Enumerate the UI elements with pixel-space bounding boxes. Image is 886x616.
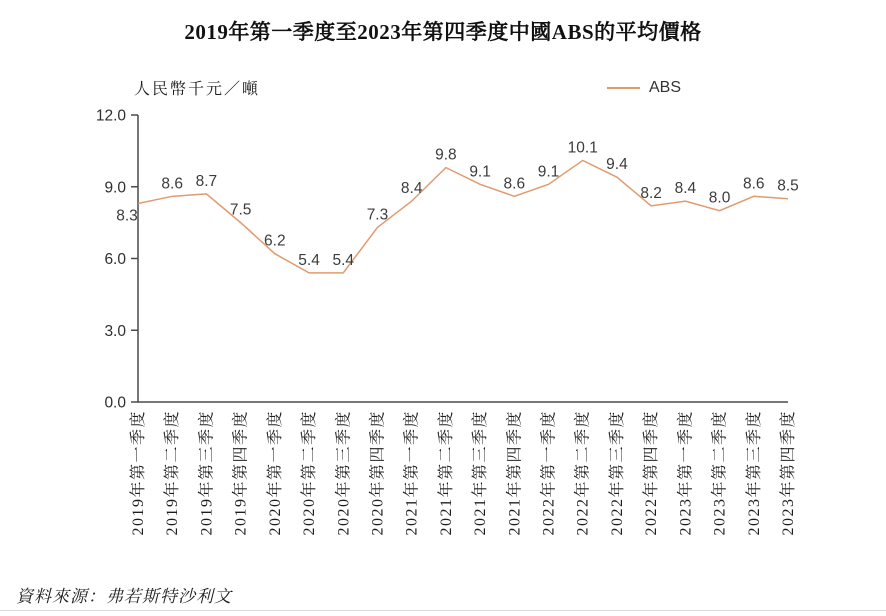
data-label: 8.4 <box>400 180 423 198</box>
data-label: 8.6 <box>743 175 765 193</box>
data-label: 7.5 <box>229 201 252 219</box>
data-label: 9.1 <box>469 163 491 181</box>
chart-axes <box>131 115 788 402</box>
data-label: 5.4 <box>298 251 320 269</box>
data-label: 6.2 <box>264 232 286 250</box>
x-tick-label: 2020年第四季度 <box>369 410 387 536</box>
x-tick-label: 2021年第三季度 <box>472 409 490 536</box>
y-tick-label: 9.0 <box>104 179 126 197</box>
x-tick-label: 2020年第三季度 <box>335 410 353 536</box>
data-label: 8.2 <box>640 184 662 202</box>
y-tick-label: 3.0 <box>104 322 126 340</box>
y-tick-label: 6.0 <box>104 251 126 268</box>
legend-series-label: ABS <box>649 79 682 96</box>
x-tick-label: 2019年第二季度 <box>164 410 182 536</box>
data-label: 8.0 <box>708 189 731 207</box>
x-tick-label: 2021年第二季度 <box>437 410 455 536</box>
x-tick-label: 2019年第四季度 <box>232 410 250 536</box>
chart-title: 2019年第一季度至2023年第四季度中國ABS的平均價格 <box>184 20 702 44</box>
x-tick-label: 2020年第二季度 <box>301 410 319 536</box>
x-tick-label: 2019年第三季度 <box>198 410 216 536</box>
x-tick-label: 2023年第三季度 <box>745 410 763 536</box>
x-tick-label: 2020年第一季度 <box>266 410 284 536</box>
data-label: 8.6 <box>503 175 526 193</box>
data-label: 9.1 <box>537 163 560 181</box>
x-tick-label: 2022年第二季度 <box>574 410 592 536</box>
data-label: 8.3 <box>116 207 138 225</box>
y-tick-label: 12.0 <box>95 107 126 125</box>
y-axis-unit-label: 人民幣千元／噸 <box>134 81 261 98</box>
data-label: 5.4 <box>332 251 355 269</box>
x-tick-label: 2022年第三季度 <box>608 410 626 536</box>
x-tick-label: 2023年第一季度 <box>677 410 695 536</box>
data-label: 8.7 <box>195 172 218 190</box>
data-label: 8.6 <box>161 175 183 193</box>
data-label: 8.5 <box>777 177 799 195</box>
y-axis-tick-labels <box>96 108 127 412</box>
data-label: 10.1 <box>567 139 598 157</box>
data-label: 9.4 <box>606 156 628 174</box>
y-tick-label: 0.0 <box>104 394 126 412</box>
source-note: 資料來源：弗若斯特沙利文 <box>16 587 232 606</box>
bottom-divider <box>0 610 886 611</box>
x-tick-label: 2023年第四季度 <box>780 410 797 536</box>
x-tick-label: 2023年第二季度 <box>711 410 729 536</box>
x-tick-label: 2021年第四季度 <box>506 410 524 536</box>
data-label: 9.8 <box>435 146 457 164</box>
x-axis-tick-labels <box>128 410 797 536</box>
axis-lines <box>138 115 788 402</box>
data-label: 8.4 <box>674 180 697 198</box>
x-tick-label: 2019年第一季度 <box>130 410 147 536</box>
x-tick-label: 2021年第一季度 <box>403 410 421 536</box>
x-tick-label: 2022年第四季度 <box>643 410 661 536</box>
x-tick-label: 2022年第一季度 <box>540 410 558 536</box>
data-label: 7.3 <box>366 206 389 224</box>
